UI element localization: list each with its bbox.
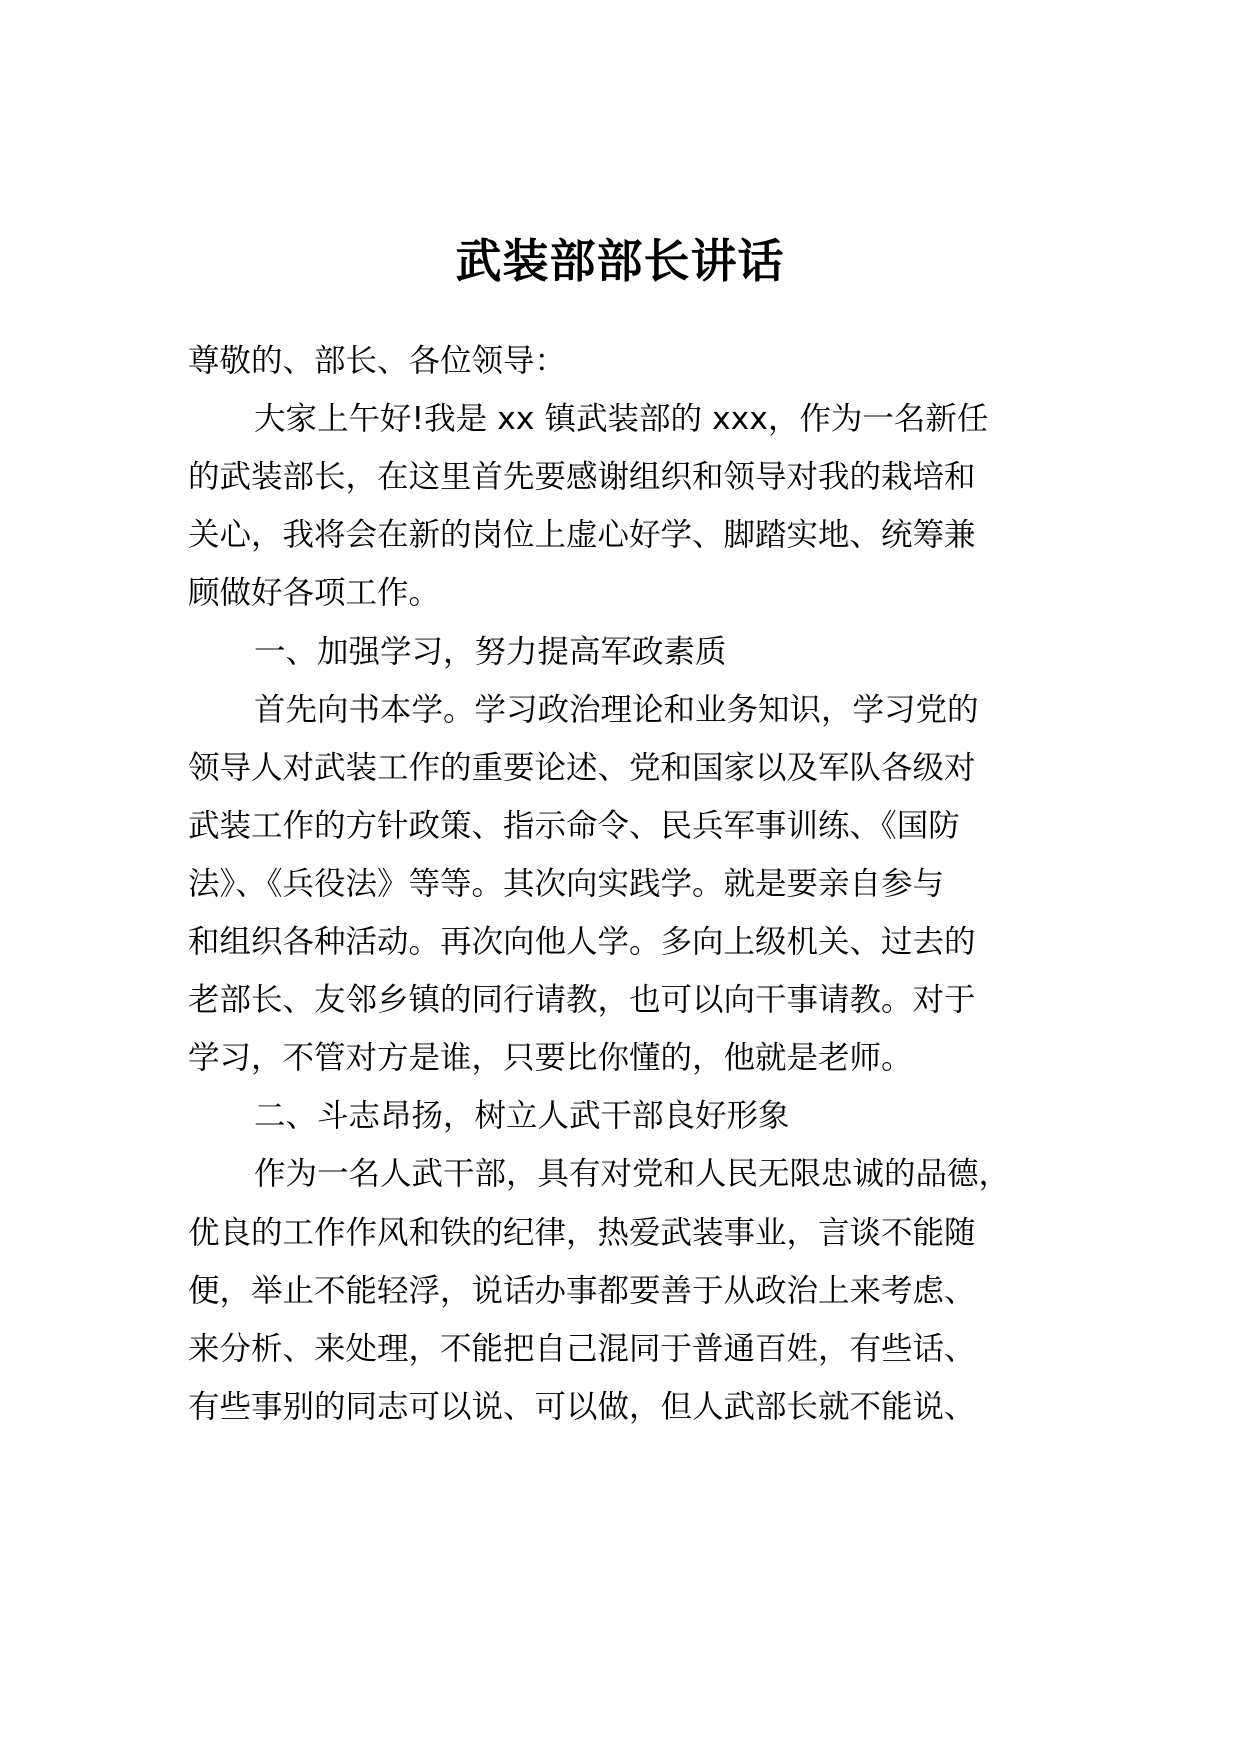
text-line: 领导人对武装工作的重要论述、党和国家以及军队各级对 [188, 749, 976, 786]
text-line: 的武装部长，在这里首先要感谢组织和领导对我的栽培和 [188, 459, 976, 496]
text-line: 法》、《兵役法》等等。其次向实践学。就是要亲自参与 [188, 865, 945, 902]
text-line: 作为一名人武干部，具有对党和人民无限忠诚的品德， [254, 1156, 1011, 1193]
text-line: 便，举止不能轻浮，说话办事都要善于从政治上来考虑、 [188, 1272, 976, 1309]
document-title: 武装部部长讲话 [455, 234, 785, 288]
text-line: 武装工作的方针政策、指示命令、民兵军事训练、《国防 [188, 807, 960, 844]
text-line: 关心，我将会在新的岗位上虚心好学、脚踏实地、统筹兼 [188, 517, 976, 554]
text-line: 来分析、来处理，不能把自己混同于普通百姓，有些话、 [188, 1330, 976, 1367]
text-line: 大家上午好!我是 xx 镇武装部的 xxx，作为一名新任 [254, 401, 989, 438]
text-line: 顾做好各项工作。 [188, 575, 441, 612]
text-line: 老部长、友邻乡镇的同行请教，也可以向干事请教。对于 [188, 982, 976, 1019]
text-line: 优良的工作作风和铁的纪律，热爱武装事业，言谈不能随 [188, 1214, 976, 1251]
text-line: 首先向书本学。学习政治理论和业务知识，学习党的 [254, 691, 979, 728]
text-line: 尊敬的、部长、各位领导： [188, 343, 567, 379]
text-line: 二、斗志昂扬，树立人武干部良好形象 [254, 1098, 790, 1135]
text-line: 一、加强学习，努力提高军政素质 [254, 633, 727, 670]
text-line: 和组织各种活动。再次向他人学。多向上级机关、过去的 [188, 924, 976, 960]
text-line: 有些事别的同志可以说、可以做，但人武部长就不能说、 [188, 1388, 976, 1425]
text-line: 学习，不管对方是谁，只要比你懂的，他就是老师。 [188, 1040, 913, 1077]
